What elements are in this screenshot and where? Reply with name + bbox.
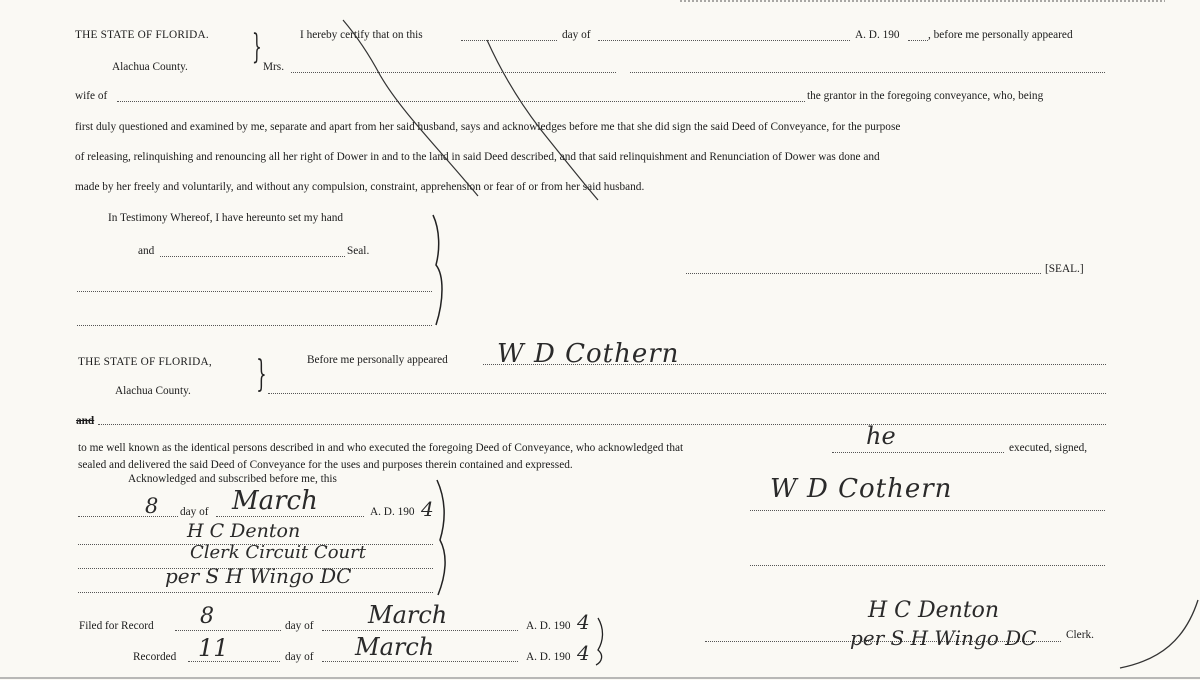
official-line-3 <box>78 592 433 593</box>
known-text: to me well known as the identical persons described in and who executed the foregoing Deed of Conveyance, who acknowledged that <box>78 442 684 454</box>
ack-day-handwritten: 8 <box>145 494 159 518</box>
dower-body-line-4: of releasing, relinquishing and renouncing all her right of Dower in and to the land in said Deed described, and that said relinquishment and Renunciation of Dower was done and <box>75 151 880 163</box>
filed-month-line <box>322 630 518 631</box>
ack-ad-label: A. D. 190 <box>370 506 415 518</box>
pronoun-line <box>832 452 1004 453</box>
wife-of-label: wife of <box>75 90 108 102</box>
officer-line-2 <box>77 325 432 326</box>
testimony-text: In Testimony Whereof, I have hereunto set my hand <box>108 212 344 224</box>
official-handwritten-2: Clerk Circuit Court <box>190 542 366 563</box>
recorded-year-handwritten: 4 <box>577 641 590 665</box>
appeared-name-handwritten: W D Cothern <box>497 339 680 369</box>
before-me-text: Before me personally appeared <box>307 354 448 366</box>
official-handwritten-3: per S H Wingo DC <box>165 564 352 588</box>
executed-text: executed, signed, <box>1009 442 1088 454</box>
filed-day-handwritten: 8 <box>200 604 214 629</box>
and-label-dower: and <box>138 245 155 257</box>
ack-signature-line-2 <box>750 565 1105 566</box>
ack-day-line <box>78 516 178 517</box>
and-line-ack <box>98 424 1106 425</box>
seal-signature-line <box>686 273 1041 274</box>
certify-month-line <box>598 40 850 41</box>
certify-prefix: I hereby certify that on this <box>300 29 423 41</box>
sealed-text: sealed and delivered the said Deed of Conveyance for the uses and purposes therein contained and expressed. <box>78 459 573 471</box>
appeared-text: , before me personally appeared <box>928 29 1073 41</box>
ack-year-handwritten: 4 <box>421 497 434 521</box>
cancel-stroke-2 <box>487 40 598 200</box>
ack-signature-handwritten: W D Cothern <box>770 474 953 504</box>
filed-label: Filed for Record <box>79 620 154 632</box>
state-heading-ack: THE STATE OF FLORIDA, <box>78 356 212 368</box>
brace-dower: } <box>251 27 262 67</box>
ack-month-handwritten: March <box>232 486 318 516</box>
ack-subscribed-text: Acknowledged and subscribed before me, this <box>128 473 337 485</box>
recorded-month-line <box>322 661 518 662</box>
ad-label-dower: A. D. 190 <box>855 29 900 41</box>
filed-month-handwritten: March <box>368 601 448 629</box>
recorded-ad-label: A. D. 190 <box>526 651 571 663</box>
recorded-month-handwritten: March <box>355 633 435 661</box>
and-line-dower <box>160 256 345 257</box>
county-label-ack: Alachua County. <box>115 385 191 397</box>
filed-year-handwritten: 4 <box>577 610 590 634</box>
cancel-stroke-1 <box>343 20 478 196</box>
dower-body-line-5: made by her freely and voluntarily, and without any compulsion, constraint, apprehension or fear of or from her said husband. <box>75 181 645 193</box>
filed-day-of-label: day of <box>285 620 314 632</box>
recorded-day-handwritten: 11 <box>198 634 229 662</box>
seal-bracket-label: [SEAL.] <box>1045 263 1084 275</box>
brace-ack: } <box>256 354 267 395</box>
testimony-bracket <box>433 215 442 325</box>
mrs-line-2 <box>630 72 1105 73</box>
filed-day-line <box>175 630 281 631</box>
officer-line-1 <box>77 291 432 292</box>
certify-day-line <box>461 40 557 41</box>
dower-body-line-3: first duly questioned and examined by me, separate and apart from her said husband, says and acknowledges before me that she did sign the said Deed of Conveyance, for the purpose <box>75 121 901 133</box>
mrs-label: Mrs. <box>263 61 285 73</box>
page-edge-curve <box>1120 600 1198 668</box>
and-struck-label: and <box>76 415 95 427</box>
certify-year-line <box>908 40 928 41</box>
pronoun-handwritten: he <box>866 422 896 450</box>
county-label-dower: Alachua County. <box>112 61 188 73</box>
clerk-handwritten-2: per S H Wingo DC <box>850 626 1037 650</box>
recorded-label: Recorded <box>133 651 177 663</box>
wife-of-line <box>117 101 805 102</box>
ack-day-of-label: day of <box>180 506 209 518</box>
filing-bracket <box>596 618 603 665</box>
mrs-line-1 <box>291 72 616 73</box>
official-handwritten-1: H C Denton <box>187 520 301 542</box>
seal-label: Seal. <box>347 245 370 257</box>
clerk-label: Clerk. <box>1066 629 1094 641</box>
appeared-line-2 <box>268 393 1106 394</box>
recorded-day-of-label: day of <box>285 651 314 663</box>
filed-ad-label: A. D. 190 <box>526 620 571 632</box>
ack-bracket <box>437 480 445 595</box>
state-heading-dower: THE STATE OF FLORIDA. <box>75 29 209 41</box>
ack-signature-line-1 <box>750 510 1105 511</box>
clerk-handwritten-1: H C Denton <box>868 598 1000 623</box>
day-of-label: day of <box>562 29 591 41</box>
ack-month-line <box>216 516 364 517</box>
grantor-text: the grantor in the foregoing conveyance, who, being <box>807 90 1044 102</box>
